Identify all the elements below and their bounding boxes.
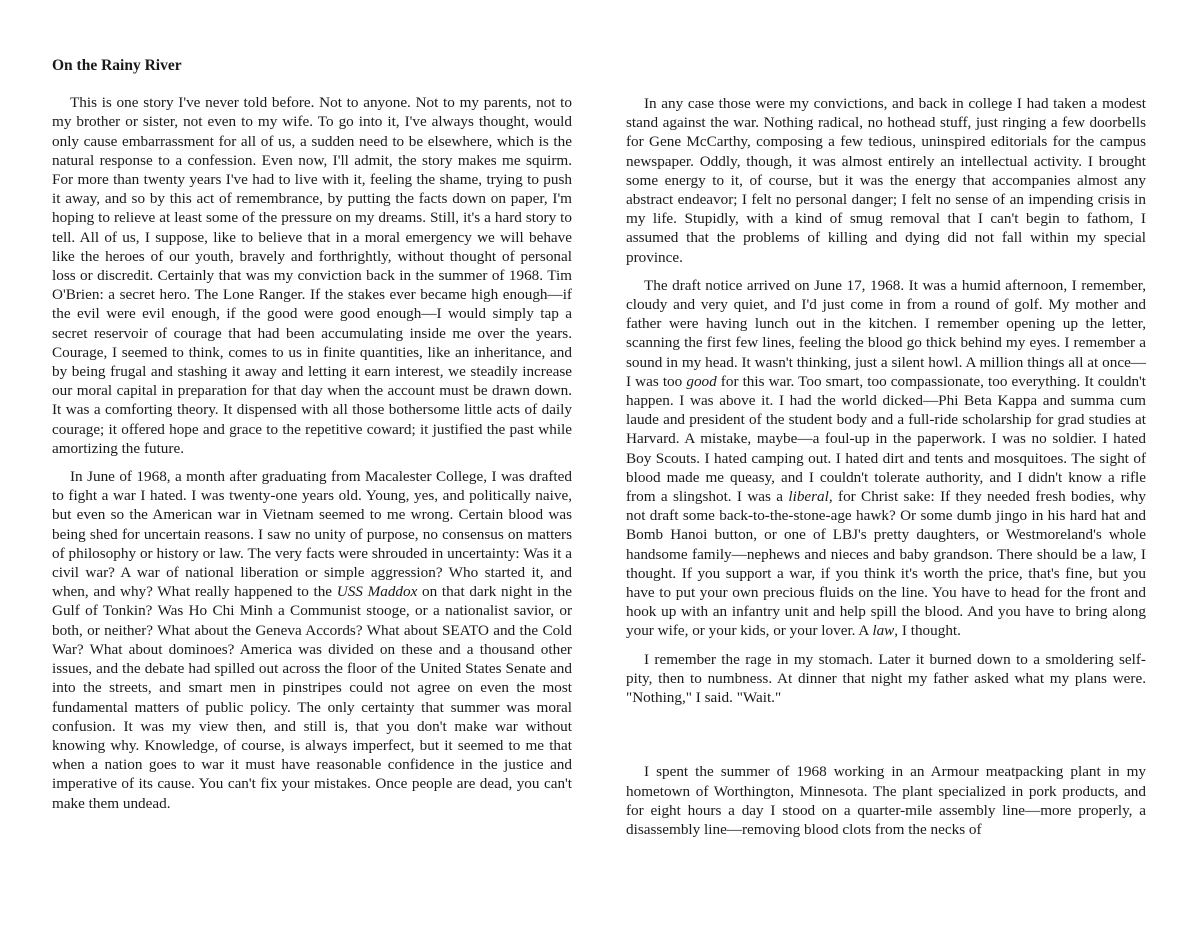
- paragraph: I spent the summer of 1968 working in an Armour meatpacking plant in my hometown of Worthington, Minnesota. The plant specialized in pork products, and for eight hours a day I stood on a quarter-mile assembly line—more properly, a disassembly line—removing blood clots from the necks of: [626, 763, 1146, 838]
- left-column: [52, 56, 572, 822]
- paragraph-text: on that dark night in the Gulf of Tonkin? Was Ho Chi Minh a Communist stooge, or a nationalist savior, or both, or neither? What about the Geneva Accords? What about SEATO and the Cold War? What about dominoes? America was divided on these and a thousand other issues, and the debate had spilled out across the floor of the United States Senate and into the streets, and smart men in pinstripes could not agree on even the most fundamental matters of public policy. The only certainty that summer was moral confusion. It was my view then, and still is, that you don't make war without knowing why. Knowledge, of course, is always imperfect, but it seemed to me that when a nation goes to war it must have reasonable confidence in the justice and imperative of its cause. You can't fix your mistakes. Once people are dead, you can't make them undead.: [52, 583, 572, 812]
- ship-name: USS Maddox: [336, 583, 418, 601]
- emphasis-law: law: [872, 622, 895, 640]
- paragraph-text: , for Christ sake: If they needed fresh bodies, why not draft some back-to-the-stone-age hawk? Or some dumb jingo in his hard hat and Bomb Hanoi button, or one of LBJ's pretty daughters, or Westmoreland's whole handsome family—nephews and nieces and baby grandson. There should be a law, I thought. If you support a war, if you think it's worth the price, that's fine, but you have to put your own precious fluids on the line. You have to head for the front and hook up with an infantry unit and help spill the blood. And you have to bring along your wife, or your kids, or your lover. A: [626, 488, 1146, 640]
- paragraph: [52, 467, 572, 813]
- paragraph-text: , I thought.: [894, 622, 961, 640]
- right-column: [626, 94, 1146, 848]
- paragraph: [626, 276, 1146, 641]
- paragraph-text: for this war. Too smart, too compassionate, too everything. It couldn't happen. I was above it. I had the world dicked—Phi Beta Kappa and summa cum laude and president of the student body and a full-ride scholarship for grad studies at Harvard. A mistake, maybe—a foul-up in the paperwork. I was no soldier. I hated Boy Scouts. I hated camping out. I hated dirt and tents and mosquitoes. The sight of blood made me queasy, and I couldn't tolerate authority, and I didn't know a rifle from a slingshot. I was a: [626, 372, 1146, 506]
- section-break: [626, 716, 1146, 762]
- paragraph-text: The draft notice arrived on June 17, 1968. It was a humid afternoon, I remember, cloudy and very quiet, and I'd just come in from a round of golf. My mother and father were having lunch out in the kitchen. I remember opening up the letter, scanning the first few lines, feeling the blood go thick behind my eyes. I remember a sound in my head. It wasn't thinking, just a silent howl. A million things all at once—I was too: [626, 276, 1146, 390]
- paragraph: In any case those were my convictions, and back in college I had taken a modest stand against the war. Nothing radical, no hothead stuff, just ringing a few doorbells for Gene McCarthy, composing a few tedious, uninspired editorials for the campus newspaper. Oddly, though, it was almost entirely an intellectual activity. I brought some energy to it, of course, but it was the energy that accompanies almost any abstract endeavor; I felt no personal danger; I felt no sense of an impending crisis in my life. Stupidly, with a kind of smug removal that I can't begin to fathom, I assumed that the problems of killing and dying did not fall within my special province.: [626, 95, 1146, 266]
- paragraph: I remember the rage in my stomach. Later it burned down to a smoldering self-pity, then to numbness. At dinner that night my father asked what my plans were. "Nothing," I said. "Wait.": [626, 650, 1146, 707]
- paragraph-text: In June of 1968, a month after graduating from Macalester College, I was drafted to fight a war I hated. I was twenty-one years old. Young, yes, and politically naive, but even so the American war in Vietnam seemed to me wrong. Certain blood was being shed for uncertain reasons. I saw no unity of purpose, no consensus on matters of philosophy or history or law. The very facts were shrouded in uncertainty: Was it a civil war? A war of national liberation or simple aggression? Who started it, and when, and why? What really happened to the: [52, 468, 572, 601]
- emphasis-liberal: liberal: [788, 488, 829, 506]
- emphasis-good: good: [686, 372, 717, 390]
- chapter-title: On the Rainy River: [52, 57, 182, 74]
- paragraph: This is one story I've never told before. Not to anyone. Not to my parents, not to my brother or sister, not even to my wife. To go into it, I've always thought, would only cause embarrassment for all of us, a sudden need to be elsewhere, which is the natural response to a confession. Even now, I'll admit, the story makes me squirm. For more than twenty years I've had to live with it, feeling the shame, trying to push it away, and so by this act of remembrance, by putting the facts down on paper, I'm hoping to relieve at least some of the pressure on my dreams. Still, it's a hard story to tell. All of us, I suppose, like to believe that in a moral emergency we will behave like the heroes of our youth, bravely and forthrightly, without thought of personal loss or discredit. Certainly that was my conviction back in the summer of 1968. Tim O'Brien: a secret hero. The Lone Ranger. If the stakes ever became high enough—if the evil were evil enough, if the good were good enough—I would simply tap a secret reservoir of courage that had been accumulating inside me over the years. Courage, I seemed to think, comes to us in finite quantities, like an inheritance, and by being frugal and stashing it away and letting it earn interest, we steadily increase our moral capital in preparation for that day when the account must be drawn down. It was a comforting theory. It dispensed with all those bothersome little acts of daily courage; it offered hope and grace to the repetitive coward; it justified the past while amortizing the future.: [52, 94, 572, 457]
